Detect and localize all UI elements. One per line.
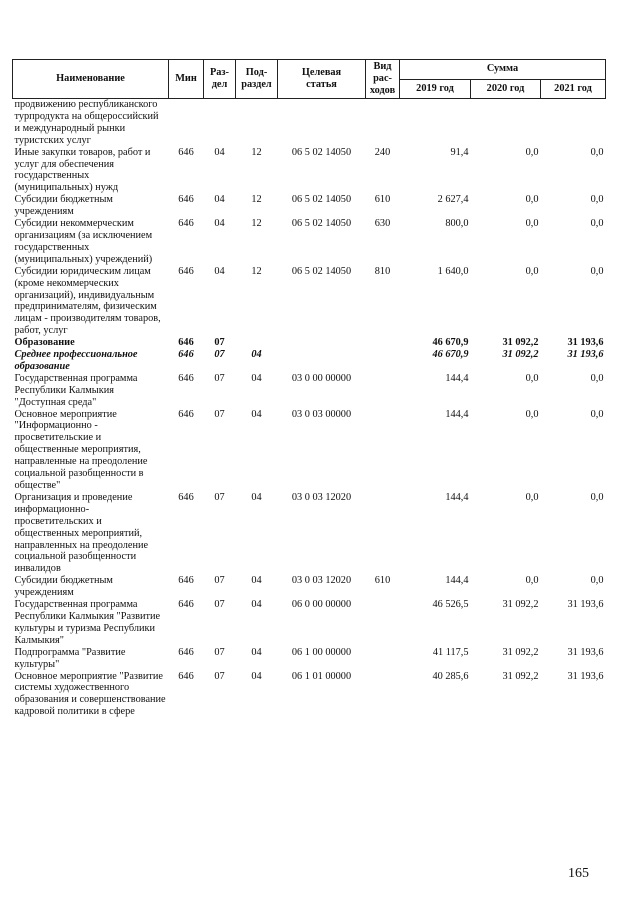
cell-expense-type: [366, 337, 400, 349]
cell-razdel: 07: [214, 646, 225, 658]
cell-2019: 800,0: [445, 218, 469, 230]
cell-min: 646: [178, 599, 194, 611]
cell-target-article: 06 5 02 14050: [291, 265, 352, 277]
cell-target-article: 03 0 03 12020: [291, 575, 352, 587]
cell-podrazdel: 12: [251, 194, 262, 206]
cell-razdel: 07: [214, 491, 225, 503]
cell-razdel: 07: [214, 349, 225, 361]
cell-target-article: 06 5 02 14050: [291, 146, 352, 158]
cell-name: Среднее профессиональное образование: [14, 349, 138, 372]
header-name: Наименование: [13, 60, 169, 99]
cell-2021: 0,0: [590, 194, 604, 206]
cell-min: 646: [178, 372, 194, 384]
cell-expense-type: [366, 349, 400, 373]
cell-min: 646: [178, 218, 194, 230]
cell-target-article: [278, 337, 366, 349]
cell-2019: [400, 99, 471, 147]
table-row: [13, 373, 606, 409]
cell-2021: 0,0: [590, 372, 604, 384]
cell-podrazdel: 04: [251, 349, 262, 361]
cell-name: продвижению республиканского турпродукта на общероссийский и международный рынки туристских услуг: [14, 99, 159, 146]
cell-razdel: 07: [214, 372, 225, 384]
cell-min: 646: [178, 575, 194, 587]
cell-expense-type: [366, 599, 400, 647]
cell-2020: 0,0: [525, 146, 539, 158]
cell-expense-type: [366, 99, 400, 147]
cell-2019: 144,4: [445, 372, 469, 384]
cell-2020: 31 092,2: [502, 599, 539, 611]
cell-2019: 144,4: [445, 408, 469, 420]
table-row: [13, 218, 606, 266]
cell-2021: 31 193,6: [567, 646, 604, 658]
cell-name: Субсидии бюджетным учреждениям: [14, 194, 113, 218]
cell-2019: 40 285,6: [432, 670, 469, 682]
cell-target-article: 03 0 00 00000: [291, 372, 352, 384]
table-row: [13, 194, 606, 218]
table-row: [13, 409, 606, 492]
cell-expense-type: [366, 373, 400, 409]
cell-2021: 31 193,6: [567, 337, 604, 349]
cell-min: 646: [178, 491, 194, 503]
cell-podrazdel: 04: [251, 491, 262, 503]
cell-podrazdel: 04: [251, 599, 262, 611]
table-row: [13, 599, 606, 647]
cell-name: Государственная программа Республики Калмыкия "Развитие культуры и туризма Республики Калмыкия": [14, 599, 161, 646]
budget-table: [12, 59, 606, 718]
cell-min: 646: [178, 146, 194, 158]
cell-2019: 91,4: [450, 146, 469, 158]
cell-2020: [471, 99, 541, 147]
cell-2019: 144,4: [445, 491, 469, 503]
cell-razdel: 04: [214, 265, 225, 277]
cell-2019: 41 117,5: [432, 646, 469, 658]
cell-expense-type: 630: [374, 218, 391, 230]
cell-min: [169, 99, 204, 147]
header-target-article: Целевая статья: [278, 60, 366, 99]
cell-razdel: 04: [214, 146, 225, 158]
cell-2021: 0,0: [590, 265, 604, 277]
page-number: 165: [568, 866, 589, 881]
cell-name: Образование: [14, 337, 75, 349]
cell-min: 646: [178, 349, 194, 361]
cell-min: 646: [178, 408, 194, 420]
header-2021: 2021 год: [541, 79, 606, 99]
cell-min: 646: [178, 646, 194, 658]
cell-2019: 144,4: [445, 575, 469, 587]
cell-2021: 0,0: [590, 218, 604, 230]
cell-2021: 0,0: [590, 408, 604, 420]
cell-2021: 0,0: [590, 146, 604, 158]
cell-expense-type: 610: [374, 194, 391, 206]
cell-podrazdel: 04: [251, 575, 262, 587]
cell-expense-type: [366, 409, 400, 492]
header-2020: 2020 год: [471, 79, 541, 99]
cell-2020: 0,0: [525, 265, 539, 277]
cell-expense-type: [366, 492, 400, 575]
cell-2019: 46 670,9: [432, 349, 469, 361]
cell-name: Основное мероприятие "Информационно - просветительские и общественные мероприятия, направленные на преодоление социальной разобщенности в обществе": [14, 408, 148, 491]
cell-2021: 31 193,6: [567, 349, 604, 361]
cell-podrazdel: 04: [251, 646, 262, 658]
cell-podrazdel: 12: [251, 218, 262, 230]
cell-target-article: 06 5 02 14050: [291, 194, 352, 206]
cell-2020: 0,0: [525, 491, 539, 503]
header-min: Мин: [169, 60, 204, 99]
cell-2021: 0,0: [590, 575, 604, 587]
cell-razdel: 07: [214, 670, 225, 682]
cell-target-article: 06 0 00 00000: [291, 599, 352, 611]
cell-razdel: 07: [214, 575, 225, 587]
cell-2019: 2 627,4: [437, 194, 469, 206]
table-row: [13, 99, 606, 147]
cell-name: Субсидии некоммерческим организациям (за исключением государственных (муниципальных) учреждений): [14, 218, 153, 265]
cell-target-article: 06 1 00 00000: [291, 646, 352, 658]
cell-target-article: 06 1 01 00000: [291, 670, 352, 682]
table-row: [13, 575, 606, 599]
table-row: [13, 349, 606, 373]
table-row: [13, 492, 606, 575]
cell-target-article: 06 5 02 14050: [291, 218, 352, 230]
cell-podrazdel: 04: [251, 408, 262, 420]
cell-2020: 31 092,2: [502, 337, 539, 349]
table-row: [13, 266, 606, 337]
cell-podrazdel: 04: [251, 372, 262, 384]
cell-2020: 31 092,2: [502, 349, 539, 361]
cell-min: 646: [178, 670, 194, 682]
cell-min: 646: [178, 194, 194, 206]
cell-2021: [541, 99, 606, 147]
table-row: [13, 147, 606, 195]
header-2019: 2019 год: [400, 79, 471, 99]
cell-podrazdel: [236, 99, 278, 147]
cell-2020: 31 092,2: [502, 646, 539, 658]
cell-expense-type: 240: [374, 146, 391, 158]
cell-expense-type: [366, 671, 400, 719]
header-sum: Сумма: [400, 60, 606, 80]
cell-name: Подпрограмма "Развитие культуры": [14, 646, 126, 670]
cell-2020: 0,0: [525, 575, 539, 587]
cell-2020: 0,0: [525, 194, 539, 206]
cell-name: Иные закупки товаров, работ и услуг для обеспечения государственных (муниципальных) нужд: [14, 146, 151, 194]
cell-target-article: [278, 99, 366, 147]
cell-razdel: 07: [214, 599, 225, 611]
table-row: [13, 337, 606, 349]
cell-2019: 46 526,5: [432, 599, 469, 611]
cell-2021: 31 193,6: [567, 670, 604, 682]
table-row: [13, 671, 606, 719]
table-header: [13, 60, 606, 99]
cell-2021: 0,0: [590, 491, 604, 503]
table-body: [13, 99, 606, 719]
cell-2019: 46 670,9: [432, 337, 469, 349]
cell-expense-type: 810: [374, 265, 391, 277]
cell-razdel: 04: [214, 218, 225, 230]
cell-expense-type: [366, 647, 400, 671]
cell-razdel: 04: [214, 194, 225, 206]
cell-2020: 0,0: [525, 372, 539, 384]
cell-name: Организация и проведение информационно-просветительских и общественных мероприятий, направленных на преодоление социальной разобщенности инвалидов: [14, 491, 149, 575]
header-podrazdel: Под- раздел: [236, 60, 278, 99]
header-expense-type: Вид рас- ходов: [366, 60, 400, 99]
cell-target-article: [278, 349, 366, 373]
cell-name: Субсидии юридическим лицам (кроме некоммерческих организаций), индивидуальным предпринимателям, физическим лицам - производителям товаров, работ, услуг: [14, 265, 161, 337]
cell-podrazdel: [236, 337, 278, 349]
cell-razdel: 07: [214, 337, 225, 349]
cell-2020: 31 092,2: [502, 670, 539, 682]
cell-min: 646: [178, 265, 194, 277]
cell-razdel: 07: [214, 408, 225, 420]
cell-podrazdel: 12: [251, 146, 262, 158]
header-razdel: Раз- дел: [204, 60, 236, 99]
cell-2020: 0,0: [525, 408, 539, 420]
cell-2021: 31 193,6: [567, 599, 604, 611]
cell-2020: 0,0: [525, 218, 539, 230]
cell-expense-type: 610: [374, 575, 391, 587]
cell-podrazdel: 04: [251, 670, 262, 682]
table-row: [13, 647, 606, 671]
cell-target-article: 03 0 03 00000: [291, 408, 352, 420]
cell-name: Субсидии бюджетным учреждениям: [14, 575, 113, 599]
cell-podrazdel: 12: [251, 265, 262, 277]
cell-razdel: [204, 99, 236, 147]
cell-name: Государственная программа Республики Калмыкия "Доступная среда": [14, 372, 138, 408]
cell-min: 646: [178, 337, 194, 349]
cell-name: Основное мероприятие "Развитие системы художественного образования и совершенствование кадровой политики в сфере: [14, 670, 166, 718]
cell-2019: 1 640,0: [437, 265, 469, 277]
cell-target-article: 03 0 03 12020: [291, 491, 352, 503]
